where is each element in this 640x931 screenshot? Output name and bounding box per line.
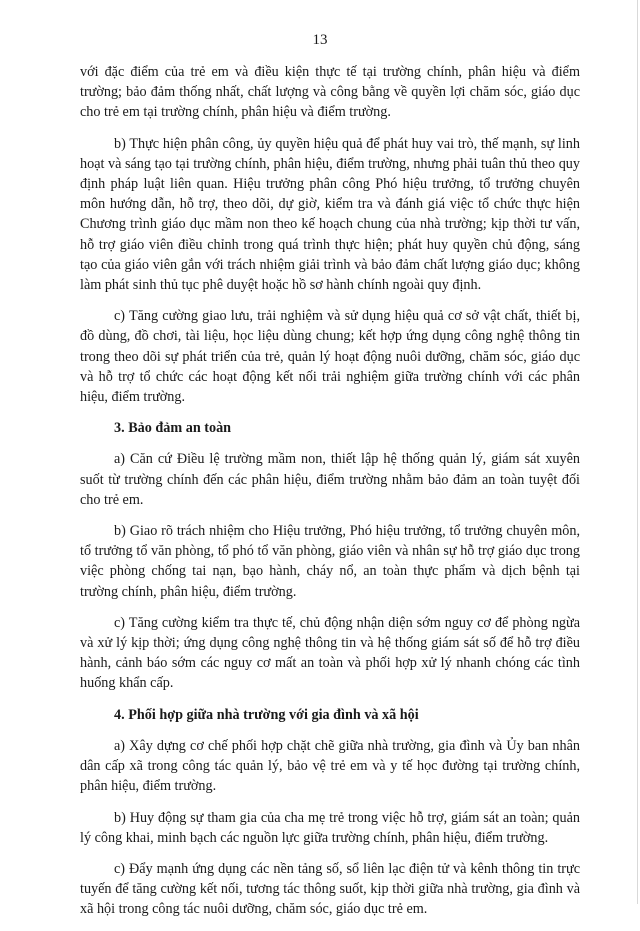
paragraph-4b: b) Huy động sự tham gia của cha mẹ trẻ trong việc hỗ trợ, giám sát an toàn; quản lý công khai, minh bạch các nguồn lực giữa trường chính, phân hiệu, điểm trường. <box>80 809 580 846</box>
paragraph-4a: a) Xây dựng cơ chế phối hợp chặt chẽ giữa nhà trường, gia đình và Ủy ban nhân dân cấp xã trong công tác quản lý, bảo vệ trẻ em và y tế học đường tại trường chính, phân hiệu, điểm trường. <box>80 737 580 795</box>
paragraph-3b: b) Giao rõ trách nhiệm cho Hiệu trưởng, Phó hiệu trưởng, tổ trưởng chuyên môn, tổ trưởng tổ văn phòng, tổ phó tổ văn phòng, giáo viên và nhân sự hỗ trợ giáo dục trong việc phòng chống tai nạn, bạo hành, cháy nổ, an toàn thực phẩm và dịch bệnh tại trường chính, phân hiệu, điểm trường. <box>80 523 580 600</box>
page-number: 13 <box>312 32 328 48</box>
paragraph-3a: a) Căn cứ Điều lệ trường mầm non, thiết lập hệ thống quản lý, giám sát xuyên suốt từ trường chính đến các phân hiệu, điểm trường nhằm bảo đảm an toàn tuyệt đối cho trẻ em. <box>80 451 580 508</box>
paragraph-continuation: với đặc điểm của trẻ em và điều kiện thực tế tại trường chính, phân hiệu và điểm trường; bảo đảm thống nhất, chất lượng và công bằng về quyền lợi chăm sóc, giáo dục cho trẻ em tại trường chính, phân hiệu và điểm trường. <box>80 64 580 121</box>
page-edge-divider <box>637 0 638 904</box>
paragraph-4c: c) Đẩy mạnh ứng dụng các nền tảng số, sổ liên lạc điện tử và kênh thông tin trực tuyến để tăng cường kết nối, tương tác thông suốt, kịp thời giữa nhà trường, gia đình và xã hội trong công tác nuôi dưỡng, chăm sóc, giáo dục trẻ em. <box>80 860 580 918</box>
paragraph-3c: c) Tăng cường kiểm tra thực tế, chủ động nhận diện sớm nguy cơ để phòng ngừa và xử lý kịp thời; ứng dụng công nghệ thông tin và hệ thống giám sát số để hỗ trợ điều hành, cảnh báo sớm các nguy cơ mất an toàn và phối hợp xử lý nhanh chóng các tình huống khẩn cấp. <box>80 614 580 692</box>
section-heading-4: 4. Phối hợp giữa nhà trường với gia đình và xã hội <box>114 706 419 723</box>
paragraph-2b: b) Thực hiện phân công, ủy quyền hiệu quả để phát huy vai trò, thế mạnh, sự linh hoạt và sáng tạo tại trường chính, phân hiệu, điểm trường, nhưng phải tuân thủ theo quy định pháp luật liên quan. Hiệu trưởng phân công Phó hiệu trưởng, tổ trưởng chuyên môn hướng dẫn, hỗ trợ, theo dõi, dự giờ, kiểm tra và đánh giá việc tổ chức thực hiện Chương trình giáo dục mầm non theo kế hoạch chung của nhà trường; kịp thời tư vấn, hỗ trợ giáo viên điều chỉnh trong quá trình thực hiện; phát huy quyền chủ động, sáng tạo của giáo viên gắn với trách nhiệm giải trình và bảo đảm chất lượng giáo dục; không làm phát sinh thủ tục phê duyệt hoặc hồ sơ hành chính ngoài quy định. <box>80 135 580 294</box>
section-heading-3: 3. Bảo đảm an toàn <box>114 420 232 437</box>
document-body <box>80 62 580 931</box>
paragraph-2c: c) Tăng cường giao lưu, trải nghiệm và sử dụng hiệu quả cơ sở vật chất, thiết bị, đồ dùng, đồ chơi, tài liệu, học liệu dùng chung; kết hợp ứng dụng công nghệ thông tin trong theo dõi sự phát triển của trẻ, quản lý hoạt động nuôi dưỡng, chăm sóc, giáo dục và hỗ trợ tổ chức các hoạt động kết nối trải nghiệm giữa trường chính với các phân hiệu, điểm trường. <box>80 308 580 406</box>
